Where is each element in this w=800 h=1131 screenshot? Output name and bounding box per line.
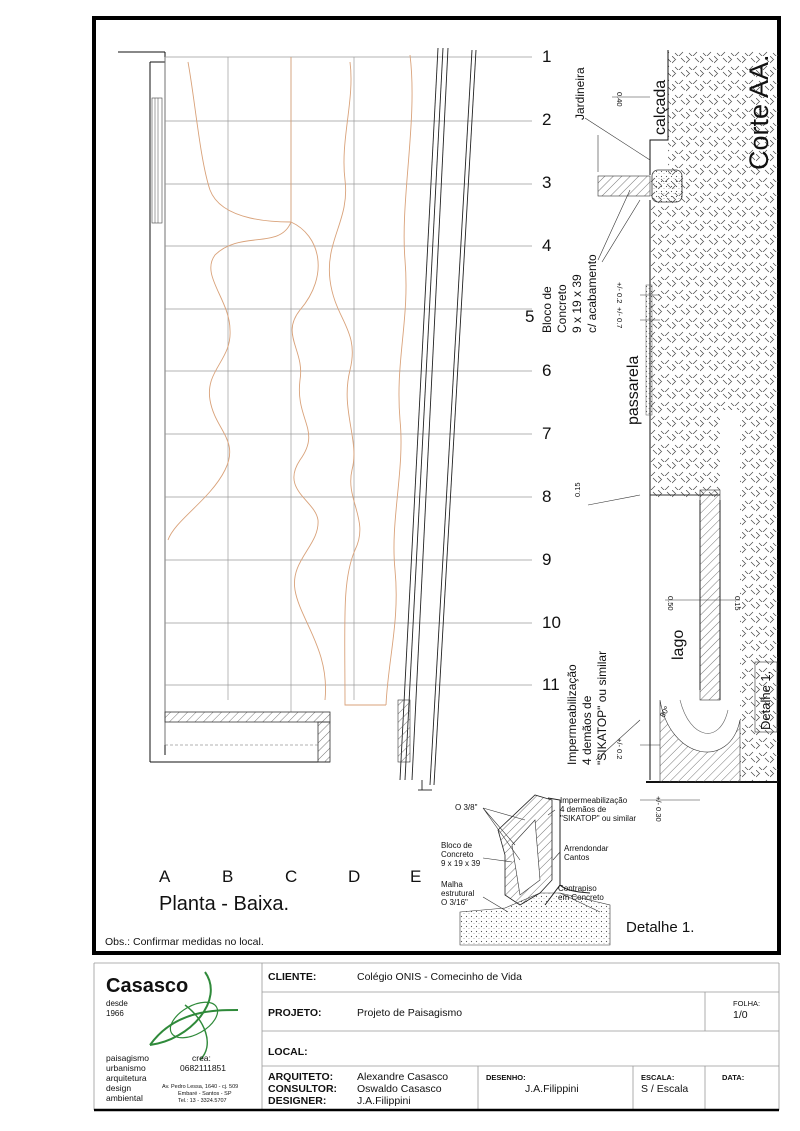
row-label-7: 7 — [542, 424, 552, 443]
label-calcada: calçada — [652, 79, 669, 135]
dim-07: +/- 0.7 — [615, 307, 624, 329]
section-view — [540, 50, 778, 822]
arquiteto-value: Alexandre Casasco — [357, 1071, 449, 1083]
dim-015b: 0.15 — [733, 596, 742, 611]
desenho-label: DESENHO: — [486, 1073, 526, 1082]
plan-note: Obs.: Confirmar medidas no local. — [105, 936, 264, 948]
section-title: Corte AA. — [744, 54, 774, 170]
row-label-8: 8 — [542, 487, 552, 506]
detail-contrapiso-line-2: em Concreto — [558, 893, 604, 902]
detail-imper-line-3: "SIKATOP" ou similar — [560, 814, 637, 823]
arquiteto-label: ARQUITETO: — [268, 1071, 334, 1083]
service-5: ambiental — [106, 1093, 143, 1103]
column-labels — [159, 867, 421, 886]
consultor-value: Oswaldo Casasco — [357, 1083, 442, 1095]
column-label-c: C — [285, 867, 298, 886]
label-imper-line-1: Impermeabilização — [565, 664, 579, 765]
label-detalhe-ref: Detalhe 1. — [758, 670, 773, 730]
escala-value: S / Escala — [641, 1083, 689, 1095]
dim-02a: +/- 0.2 — [615, 282, 624, 304]
detail-contrapiso-line-1: Contrapiso — [558, 884, 597, 893]
row-label-11: 11 — [542, 675, 560, 694]
row-label-4: 4 — [542, 236, 552, 255]
row-label-3: 3 — [542, 173, 552, 192]
column-label-a: A — [159, 867, 171, 886]
label-bloco-line-3: 9 x 19 x 39 — [570, 274, 584, 333]
service-4: design — [106, 1083, 132, 1093]
address-line-1: Av. Pedro Lessa, 1640 - cj. 509 — [162, 1084, 239, 1090]
label-jardineira: Jardineira — [573, 67, 587, 120]
row-labels — [525, 47, 561, 694]
detail-bloco-line-1: Bloco de — [441, 841, 473, 850]
data-label: DATA: — [722, 1073, 745, 1082]
escala-label: ESCALA: — [641, 1073, 675, 1082]
column-label-b: B — [222, 867, 234, 886]
folha-label: FOLHA: — [733, 999, 761, 1008]
row-label-5: 5 — [525, 307, 535, 326]
address-line-3: Tel.: 13 - 3324.5707 — [178, 1098, 227, 1104]
row-label-9: 9 — [542, 550, 552, 569]
detail-rebar: O 3/8" — [455, 803, 478, 812]
dim-030: +/- 0.30 — [654, 796, 663, 822]
dim-050: 0.50 — [666, 596, 675, 611]
detail-imper-line-1: Impermeabilização — [560, 796, 628, 805]
label-bloco-line-4: c/ acabamento — [585, 254, 599, 333]
column-label-d: D — [348, 867, 361, 886]
company-name: Casasco — [106, 975, 189, 997]
folha-value: 1/0 — [733, 1009, 748, 1021]
detail-imper-line-2: 4 demãos de — [560, 805, 607, 814]
plan-grid — [165, 57, 535, 745]
crea-label: crea: — [192, 1053, 211, 1063]
projeto-label: PROJETO: — [268, 1007, 322, 1019]
since-line-1: desde — [106, 999, 128, 1008]
label-bloco-line-2: Concreto — [555, 284, 569, 333]
detail-malha-line-3: O 3/16" — [441, 898, 468, 907]
row-label-1: 1 — [542, 47, 552, 66]
consultor-label: CONSULTOR: — [268, 1083, 338, 1095]
dim-015a: 0.15 — [573, 482, 582, 497]
cliente-value: Colégio ONIS - Comecinho de Vida — [357, 971, 522, 983]
detail-malha-line-1: Malha — [441, 880, 463, 889]
detail-bloco-line-3: 9 x 19 x 39 — [441, 859, 481, 868]
detail-bloco-line-2: Concreto — [441, 850, 474, 859]
detail-title: Detalhe 1. — [626, 919, 695, 936]
desenho-value: J.A.Filippini — [525, 1083, 579, 1095]
projeto-value: Projeto de Paisagismo — [357, 1007, 463, 1019]
service-3: arquitetura — [106, 1073, 147, 1083]
plan-bottom-wall — [165, 712, 330, 762]
since-line-2: 1966 — [106, 1009, 124, 1018]
local-label: LOCAL: — [268, 1046, 308, 1058]
row-label-6: 6 — [542, 361, 552, 380]
detail-arred-line-1: Arrendondar — [564, 844, 609, 853]
dim-040: 0.40 — [615, 92, 624, 107]
row-label-2: 2 — [542, 110, 552, 129]
label-passarela: passarela — [625, 355, 642, 425]
label-imper-line-3: "SIKATOP" ou similar — [595, 650, 609, 765]
detail-malha-line-2: estrutural — [441, 889, 475, 898]
plan-view — [105, 47, 561, 948]
address-line-2: Embaré - Santos - SP — [178, 1091, 232, 1097]
dim-angle: 80º — [657, 704, 672, 719]
service-1: paisagismo — [106, 1053, 149, 1063]
company-logo — [106, 972, 238, 1060]
plan-title: Planta - Baixa. — [159, 893, 290, 915]
title-block — [94, 963, 779, 1110]
label-imper-line-2: 4 demãos de — [580, 695, 594, 765]
plan-edge-lines — [400, 48, 476, 790]
row-label-10: 10 — [542, 613, 561, 632]
label-bloco-line-1: Bloco de — [540, 286, 554, 333]
service-2: urbanismo — [106, 1063, 146, 1073]
label-lago: lago — [670, 629, 687, 660]
cliente-label: CLIENTE: — [268, 971, 317, 983]
plan-curves — [168, 55, 412, 705]
designer-value: J.A.Filippini — [357, 1095, 411, 1107]
dim-02b: +/- 0.2 — [615, 738, 624, 760]
crea-number: 0682111851 — [180, 1063, 227, 1073]
column-label-e: E — [410, 867, 422, 886]
designer-label: DESIGNER: — [268, 1095, 327, 1107]
detail-arred-line-2: Cantos — [564, 853, 590, 862]
